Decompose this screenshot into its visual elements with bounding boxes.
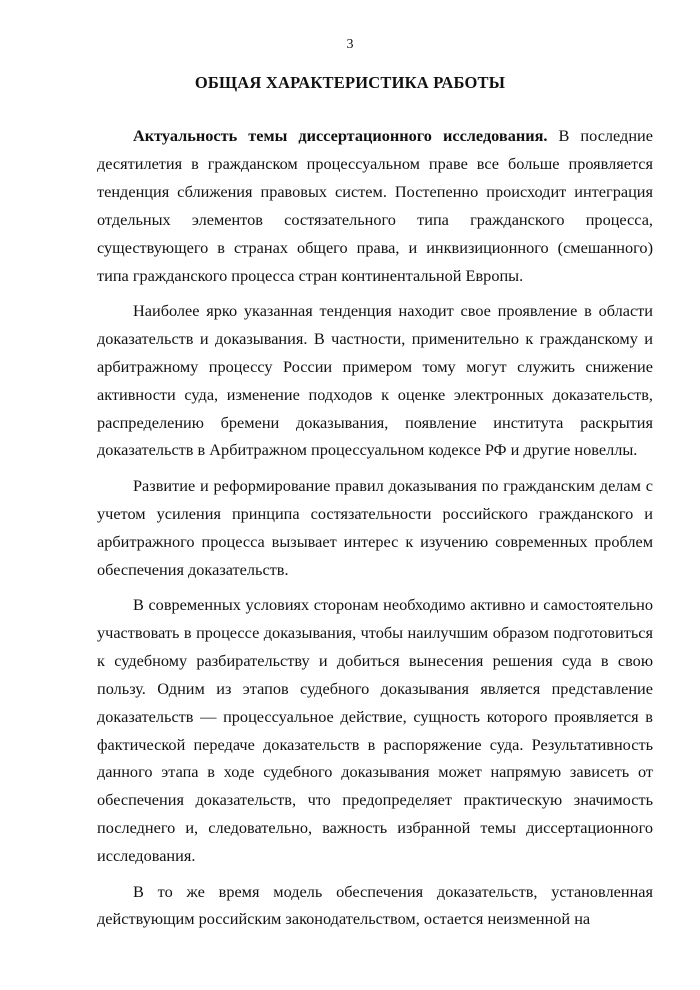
section-heading: ОБЩАЯ ХАРАКТЕРИСТИКА РАБОТЫ [194, 73, 506, 92]
paragraph-text: Развитие и реформирование правил доказывания по гражданским делам с учетом усиления принципа состязательности российского гражданского и арбитражного процесса вызывает интерес к изучению современных проблем обеспечения доказательств. [97, 475, 653, 579]
paragraph-text: Наиболее ярко указанная тенденция находит свое проявление в области доказательств и доказывания. В частности, применительно к гражданскому и арбитражному процессу России примером тому могут служить снижение активности суда, изменение подходов к оценке электронных доказательств, распределению бремени доказывания, появление института раскрытия доказательств в Арбитражном процессуальном кодексе РФ и другие новеллы. [97, 300, 653, 460]
paragraph-lead: Актуальность темы диссертационного исследования. [133, 126, 548, 145]
paragraph-text: В современных условиях сторонам необходимо активно и самостоятельно участвовать в процессе доказывания, чтобы наилучшим образом подготовиться к судебному разбирательству и добиться вынесения решения суда в свою пользу. Одним из этапов судебного доказывания является представление доказательств — процессуальное действие, сущность которого проявляется в фактической передаче доказательств в распоряжение суда. Результативность данного этапа в ходе судебного доказывания может напрямую зависеть от обеспечения доказательств, что предопределяет практическую значимость последнего и, следовательно, важность избранной темы диссертационного исследования. [97, 595, 653, 866]
paragraph-text: В то же время модель обеспечения доказательств, установленная действующим российским законодательством, остается неизменной на [97, 881, 653, 929]
paragraph-text: В последние десятилетия в гражданском процессуальном праве все больше проявляется тенденция сближения правовых систем. Постепенно происходит интеграция отдельных элементов состязательного типа гражданского процесса, существующего в странах общего права, и инквизиционного (смешанного) типа гражданского процесса стран континентальной Европы. [97, 126, 653, 285]
paragraph-reform [97, 472, 653, 584]
paragraph-relevance [97, 122, 653, 289]
page-number: 3 [346, 37, 354, 52]
body-text [97, 122, 653, 941]
paragraph-modern-conditions [97, 591, 653, 870]
paragraph-model [97, 878, 653, 934]
paragraph-evidence-trend [97, 297, 653, 464]
